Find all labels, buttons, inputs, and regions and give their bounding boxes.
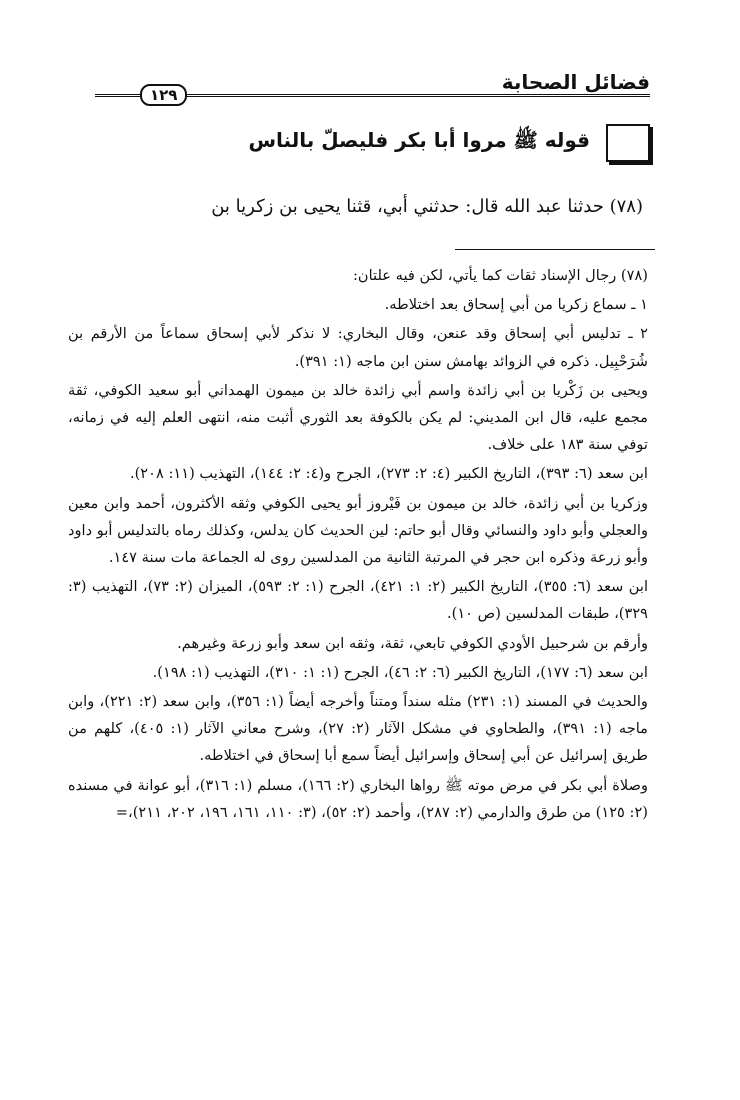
footnote-paragraph: والحديث في المسند (١: ٢٣١) مثله سنداً ومتناً وأخرجه أيضاً (١: ٣٥٦)، وابن سعد (٢: ٢٢١)، وابن ماجه (١: ٣٩١)، والطحاوي في مشكل الآثار (٢: ٢٧)، وشرح معاني الآثار (١: ٤٠٥)، كلهم من طريق إسرائيل عن أبي إسحاق وإسرائيل أيضاً سمع أبا إسحاق في اختلاطه. [68, 693, 648, 765]
footnote-paragraph: ابن سعد (٦: ٣٩٣)، التاريخ الكبير (٤: ٢: ٢٧٣)، الجرح و(٤: ٢: ١٤٤)، التهذيب (١١: ٢٠٨). [129, 465, 648, 483]
footnote-paragraph: وأرقم بن شرحبيل الأودي الكوفي تابعي، ثقة، وثقه ابن سعد وأبو زرعة وغيرهم. [177, 634, 648, 652]
hadith-text: (٧٨) حدثنا عبد الله قال: حدثني أبي، قثنا يحيى بن زكريا بن [211, 196, 643, 217]
chapter-heading [245, 120, 650, 166]
footnote-intro: (٧٨) رجال الإسناد ثقات كما يأتي، لكن فيه علتان: [352, 267, 648, 284]
book-title: فضائل الصحابة [501, 70, 650, 94]
page-number: ١٢٩ [140, 84, 187, 106]
chapter-title: قوله ﷺ مروا أبا بكر فليصلّ بالناس [248, 128, 590, 152]
footnote-paragraph: ٢ ـ تدليس أبي إسحاق وقد عنعن، وقال البخاري: لا نذكر لأبي إسحاق سماعاً من الأرقم بن شُرَحْبِيل. ذكره في الزوائد بهامش سنن ابن ماجه (١: ٣٩١). [68, 325, 648, 370]
footnote-divider [455, 249, 655, 250]
footnote-paragraph: وصلاة أبي بكر في مرض موته ﷺ رواها البخاري (٢: ١٦٦)، مسلم (١: ٣١٦)، أبو عوانة في مسنده (٢: ١٢٥) من طرق والدارمي (٢: ٢٨٧)، وأحمد (٢: ٥٢)، (٣: ١١٠، ١٦١، ١٩٦، ٢٠٢، ٢١١)،= [68, 776, 649, 821]
footnote-paragraph: ابن سعد (٦: ٣٥٥)، التاريخ الكبير (٢: ١: ٤٢١)، الجرح (١: ٢: ٥٩٣)، الميزان (٢: ٧٣)، التهذيب (٣: ٣٢٩)، طبقات المدلسين (ص ١٠). [68, 578, 648, 623]
chapter-box-icon [606, 124, 650, 162]
page-header [95, 70, 650, 104]
footnotes [68, 262, 648, 828]
footnote-paragraph: ويحيى بن زَكْريا بن أبي زائدة واسم أبي زائدة خالد بن ميمون الهمداني أبو سعيد الكوفي، ثقة مجمع عليه، قال ابن المديني: لم يكن بالكوفة بعد الثوري أثبت منه، انتهى العلم إليه في زمانه، توفي سنة ١٨٣ على خلاف. [68, 381, 648, 454]
footnote-paragraph: ١ ـ سماع زكريا من أبي إسحاق بعد اختلاطه. [384, 296, 648, 314]
footnote-paragraph: ابن سعد (٦: ١٧٧)، التاريخ الكبير (٦: ٢: ٤٦)، الجرح (١: ١: ٣١٠)، التهذيب (١: ١٩٨). [152, 663, 648, 681]
footnote-paragraph: وزكريا بن أبي زائدة، خالد بن ميمون بن فَيْروز أبو يحيى الكوفي وثقه الأكثرون، أحمد وابن معين والعجلي وأبو داود والنسائي وقال أبو حاتم: لين الحديث كان يدلس، وكذلك رماه بالتدليس أبو داود وأبو زرعة وذكره ابن حجر في المرتبة الثانية من المدلسين روى له الجماعة مات سنة ١٤٧. [68, 494, 648, 567]
